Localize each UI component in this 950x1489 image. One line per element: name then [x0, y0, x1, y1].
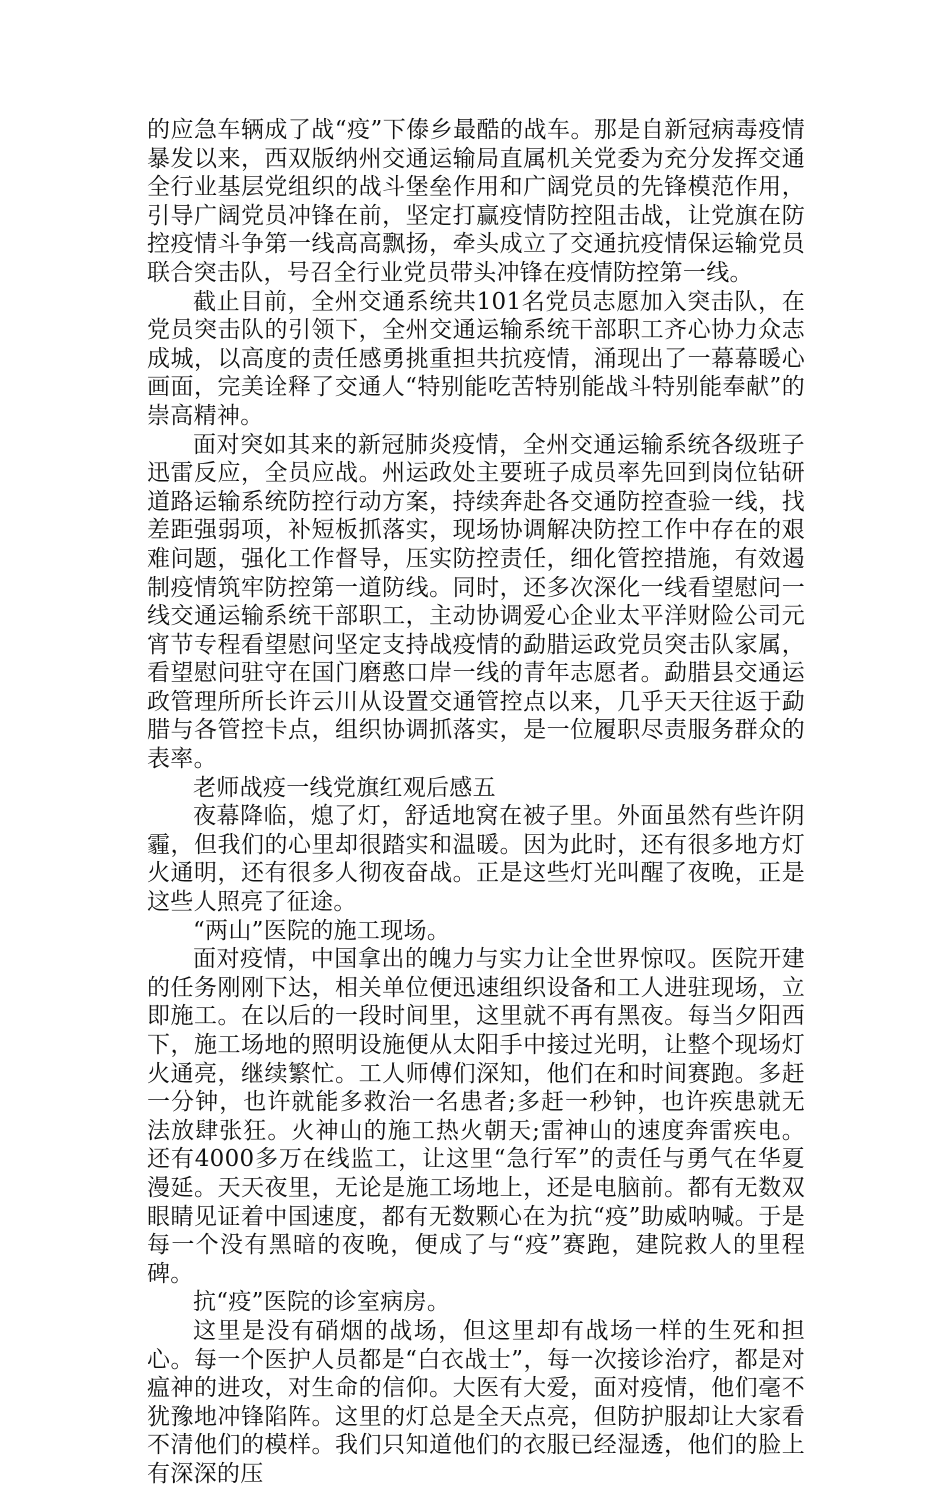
paragraph-3: 面对突如其来的新冠肺炎疫情，全州交通运输系统各级班子迅雷反应，全员应战。州运政处主要班子成员率先回到岗位钻研道路运输系统防控行动方案，持续奔赴各交通防控查验一线，找差距强弱项，补短板抓落实，现场协调解决防控工作中存在的艰难问题，强化工作督导，压实防控责任，细化管控措施，有效遏制疫情筑牢防控第一道防线。同时，还多次深化一线看望慰问一线交通运输系统干部职工，主动协调爱心企业太平洋财险公司元宵节专程看望慰问坚定支持战疫情的勐腊运政党员突击队家属，看望慰问驻守在国门磨憨口岸一线的青年志愿者。勐腊县交通运政管理所所长许云川从设置交通管控点以来，几乎天天往返于勐腊与各管控卡点，组织协调抓落实，是一位履职尽责服务群众的表率。: [147, 431, 805, 773]
subheading-construction-site: “两山”医院的施工现场。: [193, 917, 451, 944]
paragraph-4: 夜幕降临，熄了灯，舒适地窝在被子里。外面虽然有些许阴霾，但我们的心里却很踏实和温暖。因为此时，还有很多地方灯火通明，还有很多人彻夜奋战。正是这些灯光叫醒了夜晚，正是这些人照亮了征途。: [147, 803, 805, 916]
subheading-hospital-ward: 抗“疫”医院的诊室病房。: [193, 1289, 451, 1316]
paragraph-6: 这里是没有硝烟的战场，但这里却有战场一样的生死和担心。每一个医护人员都是“白衣战士”，每一次接诊治疗，都是对瘟神的进攻，对生命的信仰。大医有大爱，面对疫情，他们毫不犹豫地冲锋陷阵。这里的灯总是全天点亮，但防护服却让大家看不清他们的模样。我们只知道他们的衣服已经湿透，他们的脸上有深深的压: [147, 1317, 805, 1487]
section-heading: 老师战疫一线党旗红观后感五: [193, 774, 496, 801]
document-body: [147, 116, 805, 1489]
paragraph-1: 的应急车辆成了战“疫”下傣乡最酷的战车。那是自新冠病毒疫情暴发以来，西双版纳州交通运输局直属机关党委为充分发挥交通全行业基层党组织的战斗堡垒作用和广阔党员的先锋模范作用，引导广阔党员冲锋在前，坚定打赢疫情防控阻击战，让党旗在防控疫情斗争第一线高高飘扬，牵头成立了交通抗疫情保运输党员联合突击队，号召全行业党员带头冲锋在疫情防控第一线。: [147, 117, 805, 286]
paragraph-5: 面对疫情，中国拿出的魄力与实力让全世界惊叹。医院开建的任务刚刚下达，相关单位便迅速组织设备和工人进驻现场，立即施工。在以后的一段时间里，这里就不再有黑夜。每当夕阳西下，施工场地的照明设施便从太阳手中接过光明，让整个现场灯火通亮，继续繁忙。工人师傅们深知，他们在和时间赛跑。多赶一分钟，也许就能多救治一名患者;多赶一秒钟，也许疾患就无法放肆张狂。火神山的施工热火朝天;雷神山的速度奔雷疾电。还有4000多万在线监工，让这里“急行军”的责任与勇气在华夏漫延。天天夜里，无论是施工场地上，还是电脑前。都有无数双眼睛见证着中国速度，都有无数颗心在为抗“疫”助威呐喊。于是每一个没有黑暗的夜晚，便成了与“疫”赛跑，建院救人的里程碑。: [147, 946, 805, 1287]
paragraph-2: 截止目前，全州交通系统共101名党员志愿加入突击队，在党员突击队的引领下，全州交通运输系统干部职工齐心协力众志成城，以高度的责任感勇挑重担共抗疫情，涌现出了一幕幕暖心画面，完美诠释了交通人“特别能吃苦特别能战斗特别能奉献”的崇高精神。: [147, 288, 805, 429]
